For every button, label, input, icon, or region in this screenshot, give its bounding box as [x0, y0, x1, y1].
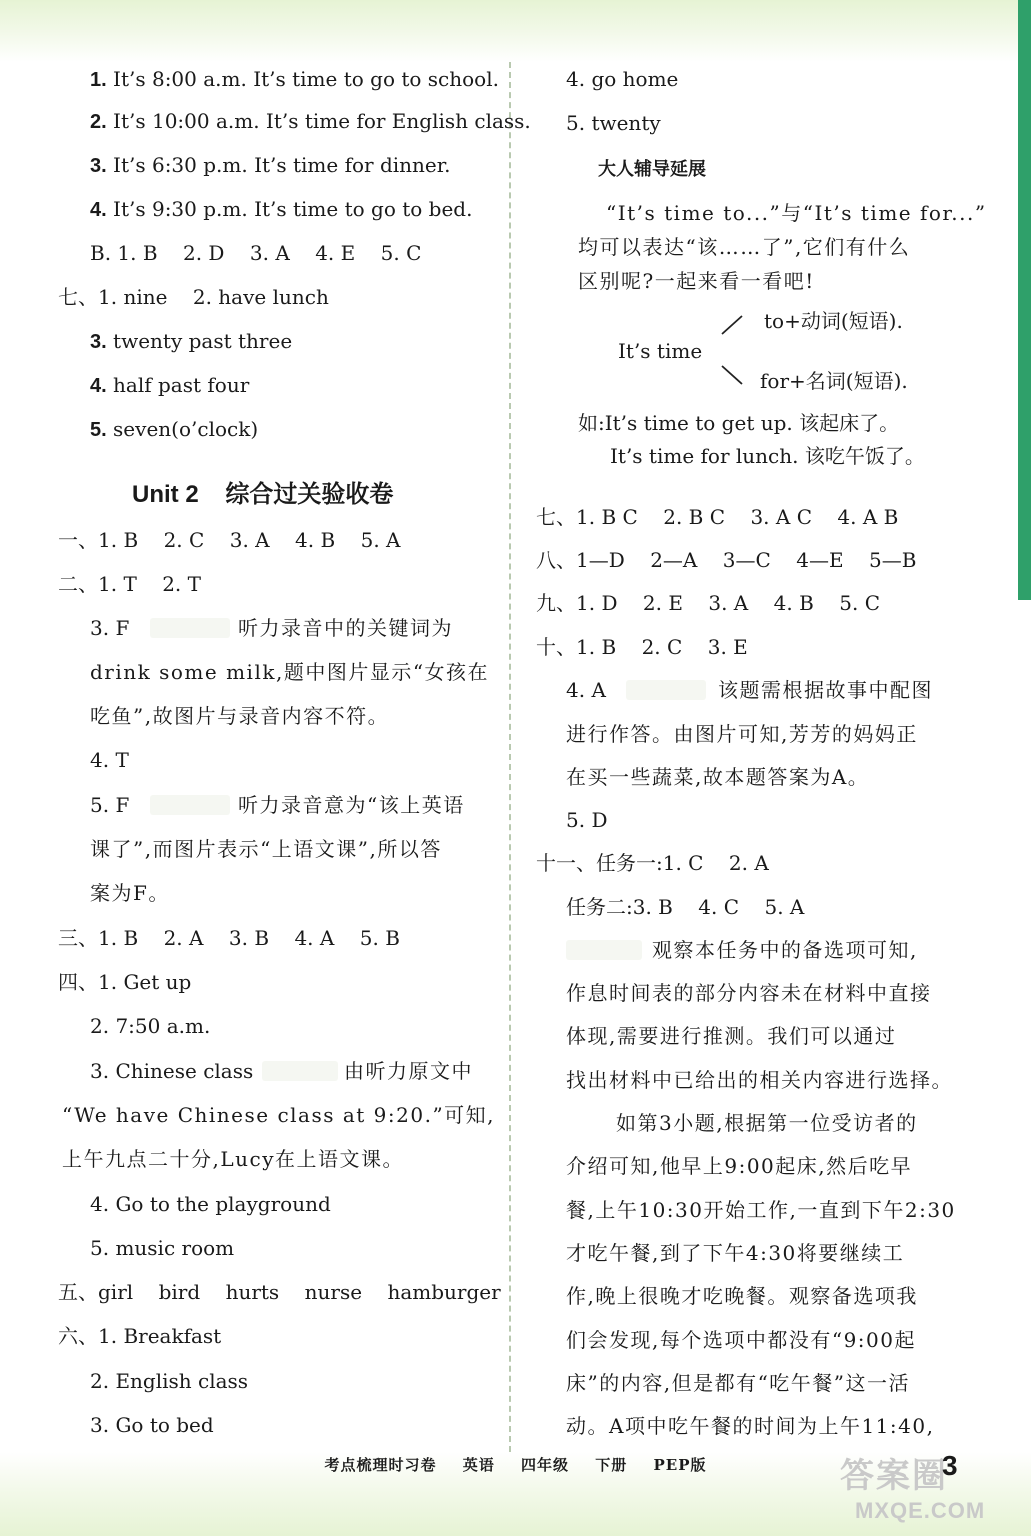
watermark-line2: MXQE.COM — [855, 1498, 986, 1523]
answer-line: 5. D — [566, 808, 608, 832]
answer-line: 3. F — [90, 616, 130, 640]
answer-line: 5. seven(o’clock) — [90, 417, 259, 441]
footer-edition: PEP版 — [653, 1456, 707, 1474]
answer-line: 3. It’s 6:30 p.m. It’s time for dinner. — [90, 153, 451, 177]
answer-line: 4. It’s 9:30 p.m. It’s time to go to bed. — [90, 197, 473, 221]
analysis-text: 床”的内容,但是都有“吃午餐”这一活 — [566, 1371, 911, 1395]
analysis-text: 课了”,而图片表示“上语文课”,所以答 — [90, 837, 442, 861]
extension-title: 大人辅导延展 — [598, 159, 706, 179]
example-line: It’s time for lunch. 该吃午饭了。 — [610, 444, 925, 468]
analysis-text: 案为F。 — [90, 881, 170, 905]
answer-line: 2. It’s 10:00 a.m. It’s time for English class. — [90, 109, 531, 133]
answer-line: 2. 7:50 a.m. — [90, 1014, 211, 1038]
analysis-text: 吃鱼”,故图片与录音内容不符。 — [90, 704, 390, 728]
answer-line: 九、1. D 2. E 3. A 4. B 5. C — [536, 591, 880, 615]
analysis-text: 观察本任务中的备选项可知, — [652, 938, 918, 962]
answer-line: 5. twenty — [566, 111, 661, 135]
footer-book: 考点梳理时习卷 — [324, 1456, 437, 1474]
answer-line: 4. half past four — [90, 373, 250, 397]
answer-line: 七、1. nine 2. have lunch — [58, 285, 329, 309]
diagram-branch-to: to+动词(短语). — [764, 309, 903, 333]
answer-line: 六、1. Breakfast — [58, 1324, 222, 1348]
extension-text: “It’s time to...”与“It’s time for...” — [606, 201, 987, 225]
answer-line: 七、1. B C 2. B C 3. A C 4. A B — [536, 505, 899, 529]
analysis-tag — [262, 1061, 338, 1081]
analysis-text: 们会发现,每个选项中都没有“9:00起 — [566, 1328, 916, 1352]
analysis-tag — [150, 618, 230, 638]
analysis-text: 才吃午餐,到了下午4:30将要继续工 — [566, 1241, 905, 1265]
answer-line: 4. go home — [566, 67, 679, 91]
answer-line: 5. F — [90, 793, 130, 817]
diagram-branch-for: for+名词(短语). — [760, 369, 908, 393]
analysis-text: 作,晚上很晚才吃晚餐。观察备选项我 — [566, 1284, 918, 1308]
analysis-text: 听力录音意为“该上英语 — [238, 793, 465, 817]
analysis-tag — [150, 795, 230, 815]
answer-line: 五、girl bird hurts nurse hamburger — [58, 1280, 501, 1304]
answer-line: 3. twenty past three — [90, 329, 293, 353]
watermark — [835, 1448, 1020, 1533]
answer-line: 4. Go to the playground — [90, 1192, 331, 1216]
analysis-text: 介绍可知,他早上9:00起床,然后吃早 — [566, 1154, 913, 1178]
answer-line: 八、1—D 2—A 3—C 4—E 5—B — [536, 548, 917, 572]
answer-line: 十一、任务一:1. C 2. A — [536, 851, 769, 875]
unit-title: Unit 2 综合过关验收卷 — [132, 481, 394, 508]
answer-line: 3. Go to bed — [90, 1413, 214, 1437]
side-tab-bar — [1018, 0, 1031, 600]
answer-line: 一、1. B 2. C 3. A 4. B 5. A — [58, 528, 401, 552]
branch-lines — [716, 306, 766, 392]
answer-line: 任务二:3. B 4. C 5. A — [566, 895, 805, 919]
answer-line: 2. English class — [90, 1369, 249, 1393]
analysis-text: “We have Chinese class at 9:20.”可知, — [62, 1103, 496, 1127]
answer-line: B. 1. B 2. D 3. A 4. E 5. C — [90, 241, 422, 265]
extension-text: 均可以表达“该……了”,它们有什么 — [578, 235, 911, 259]
column-divider — [509, 62, 511, 1452]
answer-line: 4. T — [90, 748, 129, 772]
analysis-text: 体现,需要进行推测。我们可以通过 — [566, 1024, 897, 1048]
analysis-text: 作息时间表的部分内容未在材料中直接 — [566, 981, 932, 1005]
footer-grade: 四年级 — [521, 1456, 570, 1474]
analysis-text: 在买一些蔬菜,故本题答案为A。 — [566, 765, 870, 789]
answer-line: 1. It’s 8:00 a.m. It’s time to go to school. — [90, 67, 499, 91]
analysis-text: 该题需根据故事中配图 — [718, 678, 933, 702]
footer-subject: 英语 — [462, 1456, 495, 1474]
analysis-text: 上午九点二十分,Lucy在上语文课。 — [62, 1147, 405, 1171]
analysis-text: 如第3小题,根据第一位受访者的 — [616, 1111, 918, 1135]
analysis-text: 由听力原文中 — [344, 1059, 473, 1083]
footer-term: 下册 — [595, 1456, 628, 1474]
example-line: 如:It’s time to get up. 该起床了。 — [578, 411, 900, 435]
answer-line: 3. Chinese class — [90, 1059, 254, 1083]
top-decor-band — [0, 0, 1031, 62]
analysis-tag — [626, 680, 706, 700]
watermark-line1: 答案圈 — [840, 1457, 948, 1495]
analysis-text: 餐,上午10:30开始工作,一直到下午2:30 — [566, 1198, 956, 1222]
analysis-tag — [566, 940, 642, 960]
analysis-text: 听力录音中的关键词为 — [238, 616, 453, 640]
analysis-text: 找出材料中已给出的相关内容进行选择。 — [566, 1068, 953, 1092]
analysis-text: 进行作答。由图片可知,芳芳的妈妈正 — [566, 722, 918, 746]
answer-line: 四、1. Get up — [58, 970, 192, 994]
page-number: 3 — [942, 1450, 958, 1481]
answer-line: 三、1. B 2. A 3. B 4. A 5. B — [58, 926, 400, 950]
answer-line: 4. A — [566, 678, 606, 702]
analysis-text: drink some milk,题中图片显示“女孩在 — [90, 660, 490, 684]
answer-line: 二、1. T 2. T — [58, 572, 201, 596]
answer-line: 5. music room — [90, 1236, 235, 1260]
diagram-root: It’s time — [618, 339, 703, 363]
answer-line: 十、1. B 2. C 3. E — [536, 635, 748, 659]
analysis-text: 动。A项中吃午餐的时间为上午11:40, — [566, 1414, 935, 1438]
extension-text: 区别呢?一起来看一看吧! — [578, 269, 815, 293]
